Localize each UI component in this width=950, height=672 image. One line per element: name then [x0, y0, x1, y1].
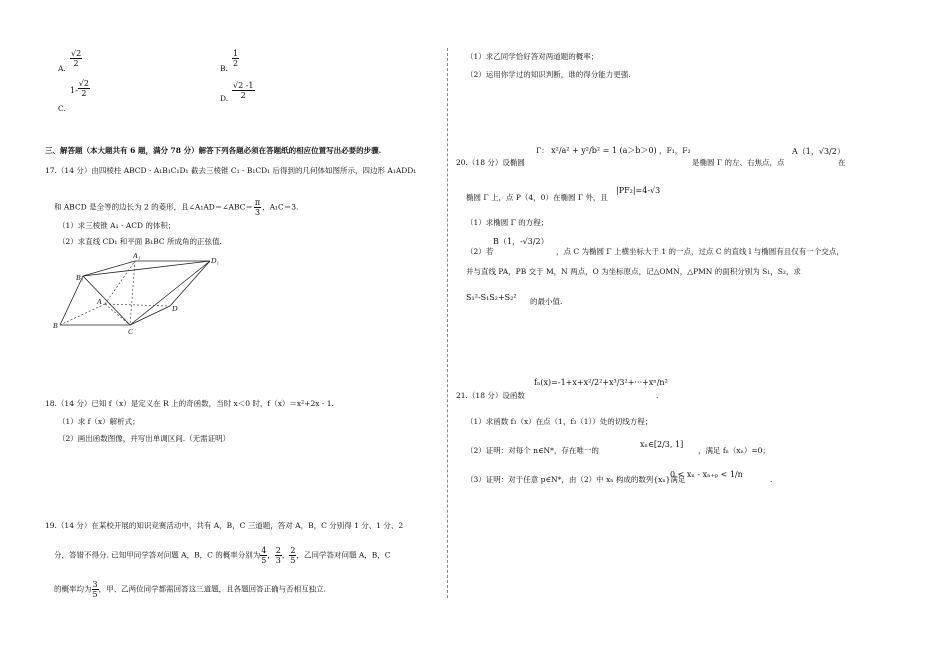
option-a-value [70, 48, 82, 68]
option-b-numerator: 1 [233, 49, 239, 58]
q21-sub3-end: . [770, 475, 773, 484]
edge-d1-c [130, 261, 210, 325]
q17-pi-denominator: 3 [254, 208, 261, 217]
q17-geometry-figure [50, 248, 230, 338]
q21-sub2-end: ，满足 fₙ（xₙ）=0； [698, 446, 770, 455]
q19-prob-c-numerator: 2 [290, 546, 296, 555]
q17-line2 [54, 198, 298, 217]
edge-d-d1 [170, 261, 210, 306]
q19-prob-b-numerator: 2 [275, 546, 281, 555]
q20-sub2-line1: ，点 C 为椭圆 Γ 上横坐标大于 1 的一点，过点 C 的直线 l 与椭圆有且仅有一个交点， [556, 247, 844, 256]
q19-prob-a-numerator: 4 [261, 546, 267, 555]
q21-sub1: （1）求函数 f₃（x）在点（1，f₃（1））处的切线方程； [466, 417, 653, 426]
edge-a-b [60, 304, 105, 325]
q18-line1: 18.（14 分）已知 f（x）是定义在 R 上的奇函数，当时 x＜0 时，f（x）＝x²+2x - 1. [45, 399, 334, 408]
q19-prob-c-denominator: 5 [290, 556, 296, 565]
q20-sub1: （1）求椭圆 Γ 的方程； [466, 218, 549, 227]
edge-a-c [105, 304, 130, 325]
option-d-denominator: 2 [240, 91, 246, 100]
q19-separator-2: ， [281, 550, 290, 560]
q19-sub2: （2）运用你学过的知识判断，谁的得分能力更强. [466, 70, 631, 79]
q20-foci: ，F₁，F₂ [659, 146, 691, 155]
q21-line1-start: 21.（18 分）设函数 [456, 391, 525, 400]
q19-prob-yi-numerator: 3 [92, 580, 98, 589]
q21-inequality: 0 < xₙ - xₙ₊ₚ < 1/n [670, 470, 743, 479]
q18-sub2: （2）画出函数图像，并写出单调区间.（无需证明） [58, 434, 231, 443]
option-a-numerator: √2 [71, 49, 82, 58]
section-heading: 三、解答题（本大题共有 6 题，满分 78 分）解答下列各题必须在答题纸的相应位置写出必要的步骤. [45, 146, 382, 155]
option-c-value [70, 78, 90, 98]
q19-line2 [54, 546, 391, 565]
edge-a-d [105, 304, 170, 306]
q17-line2-start: 和 ABCD 是全等的边长为 2 的菱形，且∠A₁AD＝∠ABC＝ [54, 202, 253, 212]
q19-line2-start: 分，答错不得分. 已知甲同学答对问题 A，B，C 的概率分别为 [54, 550, 261, 560]
q19-line3-start: 的概率均为 [54, 584, 92, 594]
label-b1: B₁ [76, 273, 84, 282]
edge-b1-c [83, 276, 130, 325]
q20-sub2-start: （2）若 [466, 247, 494, 256]
q17-sub2: （2）求直线 CD₁ 和平面 B₁BC 所成角的正弦值. [58, 237, 222, 246]
q17-line1: 17.（14 分）由四棱柱 ABCD - A₁B₁C₁D₁ 截去三棱锥 C₁ - B₁CD₁ 后得到的几何体如图所示，四边形 A₁ADD₁ [45, 166, 417, 175]
option-b-value [232, 48, 239, 68]
edge-a-a1 [105, 261, 135, 304]
q20-line1-start: 20.（18 分）设椭圆 [456, 158, 525, 167]
q19-prob-b-denominator: 3 [275, 556, 281, 565]
q21-sub2-start: （2）证明：对每个 n∈N*，存在唯一的 [466, 446, 599, 455]
label-b: B [53, 321, 58, 330]
q20-gamma: Γ： [536, 146, 549, 155]
q21-line1-end: . [656, 391, 659, 400]
column-divider [447, 48, 448, 598]
q19-line3-end: ，甲、乙两位同学都需回答这三道题，且各题回答正确与否相互独立. [98, 584, 326, 594]
q21-sub3-start: （3）证明：对于任意 p∈N*，由（2）中 xₙ 构成的数列{xₙ}满足 [466, 475, 686, 484]
q20-ellipse-expression [536, 146, 691, 156]
option-c-label: C. [58, 104, 66, 113]
q19-sub1: （1）求乙同学恰好答对两道题的概率； [466, 52, 599, 61]
option-c-numerator: √2 [78, 79, 89, 88]
q19-prob-a-denominator: 5 [261, 556, 267, 565]
q20-line1-mid: 是椭圆 Γ 的左、右焦点，点 [692, 158, 785, 167]
option-d-label: D. [220, 94, 229, 103]
q20-point-a: A（1，√3/2） [792, 147, 845, 156]
option-a-denominator: 2 [73, 59, 79, 68]
edge-b1-b [60, 276, 83, 325]
q21-xn-range: xₙ∈[2/3, 1] [640, 440, 684, 449]
q20-sub2-line2: 并与直线 PA，PB 交于 M，N 两点，O 为坐标原点，记△OMN，△PMN 的面积分别为 S₁，S₂，求 [466, 267, 801, 276]
q19-separator-1: ， [267, 550, 275, 560]
q20-line1-end: 在 [838, 158, 846, 167]
q20-target-expression: S₁²-S₁S₂+S₂² [466, 293, 517, 302]
q19-line3 [54, 580, 326, 599]
label-a: A [97, 297, 102, 306]
edge-b1-d1 [83, 261, 210, 276]
q21-function: fₙ(x)=-1+x+x²/2²+x³/3²+···+xⁿ/n² [534, 378, 668, 387]
q20-line2-start: 椭圆 Γ 上，点 P（4，0）在椭圆 Γ 外，且 [466, 193, 608, 202]
edge-a1-b1 [83, 261, 135, 276]
label-d1: D₁ [211, 256, 220, 265]
q17-sub1: （1）求三棱锥 A₁ - ACD 的体积； [58, 221, 176, 230]
q19-prob-yi-denominator: 5 [92, 590, 98, 599]
q20-point-b: B（1，-√3/2） [493, 237, 549, 246]
option-a-label: A. [58, 64, 66, 73]
option-b-label: B. [220, 64, 228, 73]
q20-pf2: |PF₂|=4-√3 [616, 186, 661, 195]
q20-min-text: 的最小值. [530, 297, 563, 306]
option-c-denominator: 2 [81, 89, 87, 98]
q19-line2-end: ，乙同学答对问题 A，B，C [296, 550, 391, 560]
option-c-prefix: 1- [70, 86, 78, 95]
label-a1: A₁ [133, 251, 141, 260]
label-c: C [128, 327, 134, 336]
q17-line2-end: ，A₁C＝3. [262, 202, 299, 212]
label-d: D [172, 304, 178, 313]
q18-sub1: （1）求 f（x）解析式； [58, 417, 140, 426]
option-b-denominator: 2 [233, 59, 239, 68]
q19-line1: 19.（14 分）在某校开展的知识竞赛活动中，共有 A，B，C 三道题，答对 A，B，C 分别得 1 分、1 分、2 [45, 521, 404, 530]
option-d-numerator: √2 -1 [233, 81, 254, 90]
q20-ellipse-equation: x²/a² + y²/b² = 1 (a＞b＞0) [551, 146, 657, 155]
option-d-value [232, 80, 255, 100]
q17-pi-numerator: π [254, 198, 261, 207]
